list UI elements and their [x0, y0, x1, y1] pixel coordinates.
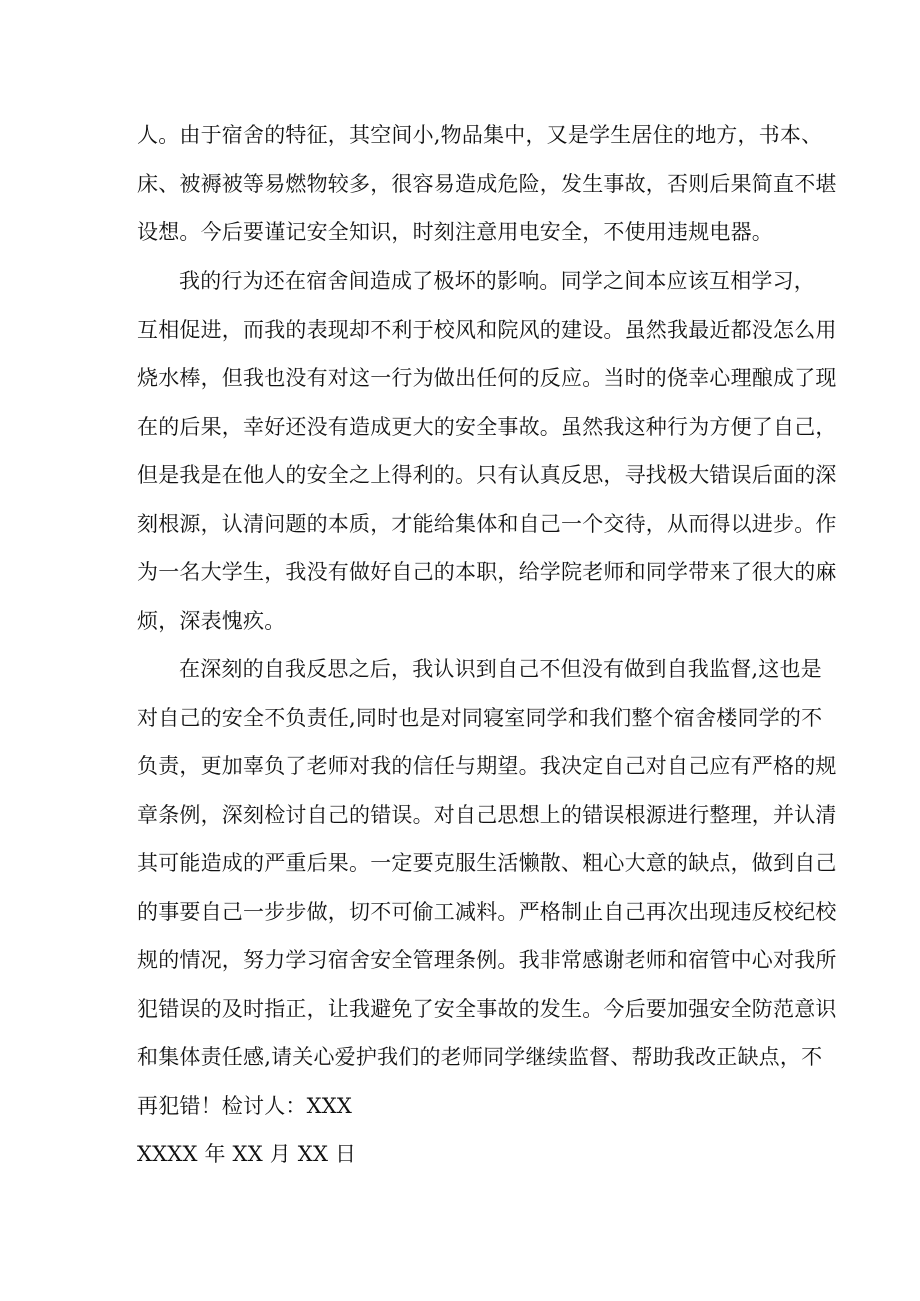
paragraph-line: 章条例，深刻检讨自己的错误。对自己思想上的错误根源进行整理，并认清	[137, 803, 837, 827]
paragraph-line: 刻根源，认清问题的本质，才能给集体和自己一个交待，从而得以进步。作	[137, 512, 837, 536]
paragraph-line: 负责，更加辜负了老师对我的信任与期望。我决定自己对自己应有严格的规	[137, 754, 837, 778]
date-line: XXXX 年 XX 月 XX 日	[137, 1142, 357, 1166]
paragraph-line: 但是我是在他人的安全之上得利的。只有认真反思，寻找极大错误后面的深	[137, 463, 837, 487]
paragraph-line: 设想。今后要谨记安全知识，时刻注意用电安全，不使用违规电器。	[137, 220, 773, 244]
paragraph-line: 在深刻的自我反思之后，我认识到自己不但没有做到自我监督,这也是	[179, 657, 822, 681]
paragraph-line: 犯错误的及时指正，让我避免了安全事故的发生。今后要加强安全防范意识	[137, 997, 837, 1021]
paragraph-line: 的事要自己一步步做，切不可偷工减料。严格制止自己再次出现违反校纪校	[137, 900, 837, 924]
paragraph-line: 烦，深表愧疚。	[137, 609, 286, 633]
signature-line: 再犯错！检讨人：XXX	[137, 1094, 353, 1118]
paragraph-line: 互相促进，而我的表现却不利于校风和院风的建设。虽然我最近都没怎么用	[137, 318, 837, 342]
paragraph-line: 对自己的安全不负责任,同时也是对同寝室同学和我们整个宿舍楼同学的不	[137, 706, 823, 730]
paragraph-line: 在的后果，幸好还没有造成更大的安全事故。虽然我这种行为方便了自己，	[137, 415, 837, 439]
paragraph-line: 烧水棒，但我也没有对这一行为做出任何的反应。当时的侥幸心理酿成了现	[137, 366, 837, 390]
paragraph-line: 规的情况，努力学习宿舍安全管理条例。我非常感谢老师和宿管中心对我所	[137, 948, 837, 972]
paragraph-line: 我的行为还在宿舍间造成了极坏的影响。同学之间本应该互相学习，	[179, 269, 815, 293]
paragraph-line: 其可能造成的严重后果。一定要克服生活懒散、粗心大意的缺点，做到自己	[137, 851, 837, 875]
paragraph-line: 和集体责任感,请关心爱护我们的老师同学继续监督、帮助我改正缺点，不	[137, 1045, 823, 1069]
paragraph-line: 为一名大学生，我没有做好自己的本职，给学院老师和同学带来了很大的麻	[137, 560, 837, 584]
paragraph-line: 床、被褥被等易燃物较多，很容易造成危险，发生事故，否则后果简直不堪	[137, 172, 837, 196]
paragraph-line: 人。由于宿舍的特征，其空间小,物品集中，又是学生居住的地方，书本、	[137, 123, 823, 147]
